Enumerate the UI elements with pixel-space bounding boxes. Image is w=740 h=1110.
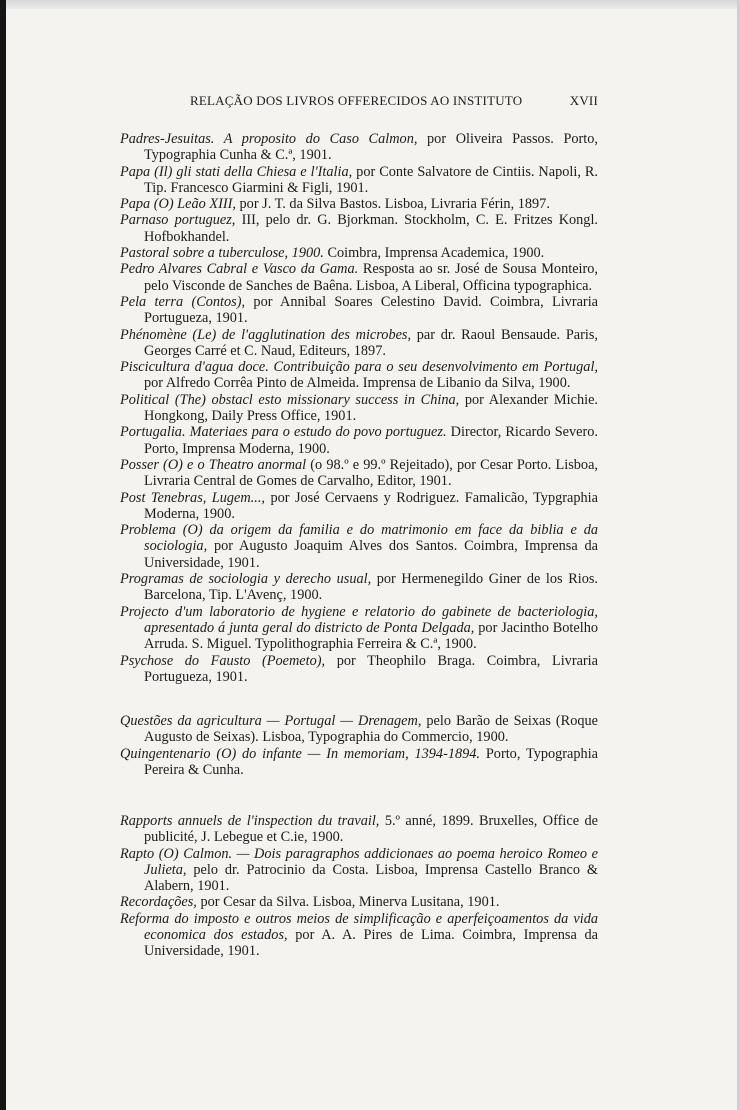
bibliography-entry	[120, 392, 598, 425]
entry-title: Pela terra (Contos),	[120, 293, 246, 310]
entry-title: Recordações,	[120, 894, 197, 911]
bibliography-entry	[120, 713, 598, 746]
entry-publication: Resposta ao sr. José de Sousa Monteiro, pelo Visconde de Sanches de Baêna. Lisboa, A Liberal, Officina typographica.	[144, 261, 599, 294]
bibliography-entry	[120, 457, 598, 490]
entry-title: Posser (O) e o Theatro anormal	[120, 456, 307, 473]
bibliography-entry	[120, 196, 598, 212]
scan-edge-left	[0, 0, 6, 1110]
bibliography-entry	[120, 164, 598, 197]
entry-publication: Director, Ricardo Severo. Porto, Imprensa Moderna, 1900.	[144, 424, 599, 457]
entry-publication: por Cesar da Silva. Lisboa, Minerva Lusitana, 1901.	[200, 894, 500, 911]
entry-title: Phénomène (Le) de l'agglutination des microbes,	[120, 326, 412, 343]
entry-publication: por Alfredo Corrêa Pinto de Almeida. Imprensa de Libanio da Silva, 1900.	[144, 375, 571, 392]
entry-title: Pastoral sobre a tuberculose, 1900.	[120, 245, 324, 262]
entry-title: Papa (O) Leão XIII,	[120, 196, 236, 213]
entry-publication: por Alexander Michie. Hongkong, Daily Press Office, 1901.	[144, 391, 598, 425]
entry-publication: por Theophilo Braga. Coimbra, Livraria Portugueza, 1901.	[144, 652, 598, 685]
entry-title: Rapports annuels de l'inspection du travail,	[120, 813, 380, 829]
entry-publication: Coimbra, Imprensa Academica, 1900.	[327, 245, 545, 262]
entry-title: Quingentenario (O) do infante — In memoriam, 1394-1894.	[120, 745, 481, 762]
page-number: XVII	[569, 93, 598, 108]
entry-title: Pedro Alvares Cabral e Vasco da Gama.	[120, 261, 359, 278]
entry-publication: por José Cervaens y Rodriguez. Famalicão, Typgraphia Moderna, 1900.	[144, 489, 599, 522]
bibliography-entry	[120, 571, 598, 604]
bibliography-entry	[120, 359, 598, 392]
entry-title: Questões da agricultura — Portugal — Drenagem,	[120, 713, 422, 729]
entry-publication: por Augusto Joaquim Alves dos Santos. Coimbra, Imprensa da Universidade, 1901.	[144, 538, 598, 571]
bibliography-entry	[120, 894, 598, 910]
scan-edge-top	[0, 0, 740, 9]
entry-title: Rapto (O) Calmon. — Dois paragraphos addicionaes ao poema heroico Romeo e Julieta,	[120, 845, 598, 878]
entry-publication: por Oliveira Passos. Porto, Typographia Cunha & C.ª, 1901.	[144, 131, 598, 164]
bibliography-entry	[120, 746, 598, 779]
entry-publication: par dr. Raoul Bensaude. Paris, Georges Carré et C. Naud, Editeurs, 1897.	[144, 326, 598, 359]
entry-publication: III, pelo dr. G. Bjorkman. Stockholm, C. E. Fritzes Kongl. Hofbokhandel.	[144, 212, 599, 245]
entry-title: Projecto d'um laboratorio de hygiene e relatorio do gabinete de bacteriologia, apresentado á junta geral do districto de Ponta Delgada,	[120, 603, 598, 636]
entry-title: Post Tenebras, Lugem...,	[120, 489, 265, 506]
entry-publication: por Conte Salvatore de Cintiis. Napoli, R. Tip. Francesco Giarmini & Figli, 1901.	[144, 163, 599, 196]
bibliography-entry	[120, 604, 598, 653]
entry-publication: pelo Barão de Seixas (Roque Augusto de Seixas). Lisboa, Typographia do Commercio, 1900.	[144, 713, 598, 746]
entry-title: Programas de sociologia y derecho usual,	[120, 571, 372, 588]
bibliography-entry	[120, 522, 598, 571]
entry-publication: 5.º anné, 1899. Bruxelles, Office de publicité, J. Lebegue et C.ie, 1900.	[144, 813, 598, 846]
entry-publication: por A. A. Pires de Lima. Coimbra, Imprensa da Universidade, 1901.	[144, 927, 599, 960]
entry-title: Piscicultura d'agua doce. Contribuição para o seu desenvolvimento em Portugal,	[120, 359, 598, 376]
header-title: RELAÇÃO DOS LIVROS OFFERECIDOS AO INSTITUTO	[190, 93, 523, 108]
entry-title: Reforma do imposto e outros meios de simplificação e aperfeiçoamentos da vida economica dos estados,	[120, 910, 598, 944]
entry-title: Political (The) obstacl esto missionary success in China,	[120, 391, 460, 408]
bibliography-entry	[120, 813, 598, 846]
entry-title: Parnaso portuguez,	[120, 212, 236, 229]
bibliography-entry	[120, 327, 598, 360]
entries-group-q	[120, 713, 598, 778]
entry-publication: Porto, Typographia Pereira & Cunha.	[144, 745, 599, 778]
entry-title: Psychose do Fausto (Poemeto),	[120, 652, 326, 669]
entry-publication: (o 98.º e 99.º Rejeitado), por Cesar Porto. Lisboa, Livraria Central de Gomes de Carvalho, Editor, 1901.	[144, 456, 598, 490]
bibliography-entry	[120, 911, 598, 960]
bibliography-entry	[120, 653, 598, 686]
bibliography-entry	[120, 261, 598, 294]
bibliography-entry	[120, 245, 598, 261]
bibliography-entry	[120, 131, 598, 164]
entry-title: Portugalia. Materiaes para o estudo do povo portuguez.	[120, 424, 447, 441]
entry-title: Papa (Il) gli stati della Chiesa e l'Italia,	[120, 163, 353, 180]
bibliography-entry	[120, 424, 598, 457]
entry-publication: por Hermenegildo Giner de los Rios. Barcelona, Tip. L'Avenç, 1900.	[144, 571, 598, 604]
bibliography-entry	[120, 212, 598, 245]
entries-group-p	[120, 131, 598, 685]
bibliography-entry	[120, 490, 598, 523]
entry-title: Problema (O) da origem da familia e do matrimonio em face da biblia e da sociologia,	[120, 522, 598, 555]
entry-publication: por J. T. da Silva Bastos. Lisboa, Livraria Férin, 1897.	[239, 196, 550, 213]
entry-publication: por Jacintho Botelho Arruda. S. Miguel. Typolithographia Ferreira & C.ª, 1900.	[144, 619, 599, 653]
entry-title: Padres-Jesuitas. A proposito do Caso Calmon,	[120, 131, 418, 147]
bibliography-entry	[120, 294, 598, 327]
entry-publication: por Annibal Soares Celestino David. Coimbra, Livraria Portugueza, 1901.	[144, 293, 599, 327]
entries-group-r	[120, 813, 598, 960]
entry-publication: pelo dr. Patrocinio da Costa. Lisboa, Imprensa Castello Branco & Alabern, 1901.	[144, 861, 598, 895]
bibliography-entry	[120, 846, 598, 895]
